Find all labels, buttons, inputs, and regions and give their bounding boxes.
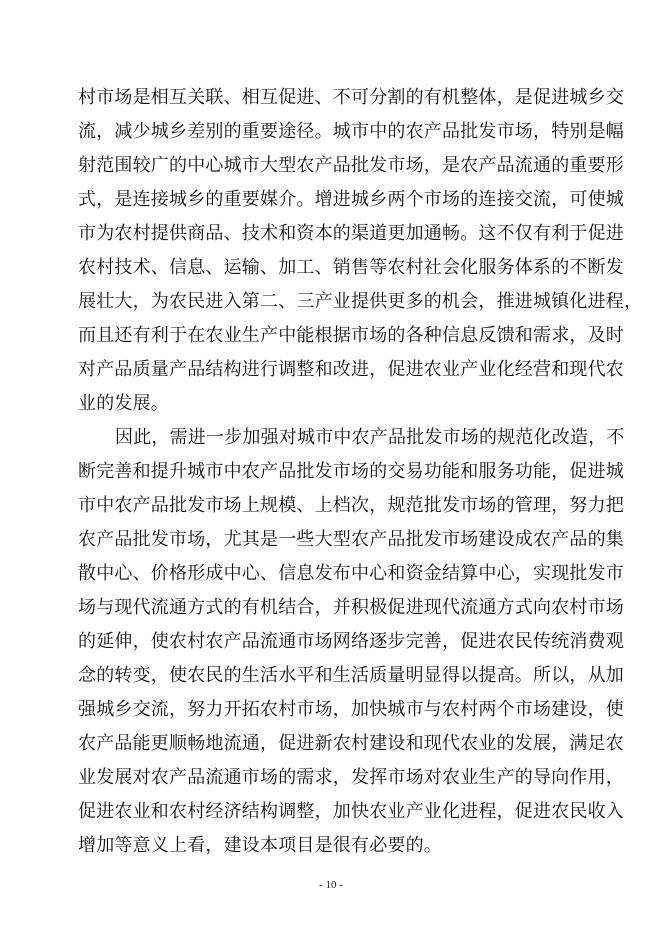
paragraph-2-line-6: 场与现代流通方式的有机结合，并积极促进现代流通方式向农村市场 xyxy=(78,597,624,618)
paragraph-1-line-4: 式，是连接城乡的重要媒介。增进城乡两个市场的连接交流，可使城 xyxy=(78,189,624,210)
paragraph-2-line-12: 促进农业和农村经济结构调整，加快农业产业化进程，促进农民收入 xyxy=(78,801,624,822)
paragraph-1-line-1: 村市场是相互关联、相互促进、不可分割的有机整体，是促进城乡交 xyxy=(78,87,624,108)
paragraph-2-line-3: 市中农产品批发市场上规模、上档次，规范批发市场的管理，努力把 xyxy=(78,495,624,516)
page-number: - 10 - xyxy=(319,879,343,891)
paragraph-2-line-4: 农产品批发市场，尤其是一些大型农产品批发市场建设成农产品的集 xyxy=(78,529,624,550)
paragraph-1-line-10: 业的发展。 xyxy=(78,393,169,414)
paragraph-2-line-5: 散中心、价格形成中心、信息发布中心和资金结算中心，实现批发市 xyxy=(78,563,624,584)
paragraph-2-line-8: 念的转变，使农民的生活水平和生活质量明显得以提高。所以，从加 xyxy=(78,665,624,686)
paragraph-2-line-1: 因此，需进一步加强对城市中农产品批发市场的规范化改造，不 xyxy=(115,427,625,448)
paragraph-1-line-9: 对产品质量产品结构进行调整和改进，促进农业产业化经营和现代农 xyxy=(78,359,624,380)
paragraph-1-line-6: 农村技术、信息、运输、加工、销售等农村社会化服务体系的不断发 xyxy=(78,257,624,278)
paragraph-2-line-13: 增加等意义上看，建设本项目是很有必要的。 xyxy=(78,835,442,856)
paragraph-2-line-11: 业发展对农产品流通市场的需求，发挥市场对农业生产的导向作用， xyxy=(78,767,624,788)
paragraph-2-line-10: 农产品能更顺畅地流通，促进新农村建设和现代农业的发展，满足农 xyxy=(78,733,624,754)
paragraph-2-line-9: 强城乡交流，努力开拓农村市场，加快城市与农村两个市场建设，使 xyxy=(78,699,624,720)
paragraph-1-line-5: 市为农村提供商品、技术和资本的渠道更加通畅。这不仅有利于促进 xyxy=(78,223,624,244)
paragraph-1-line-2: 流，减少城乡差别的重要途径。城市中的农产品批发市场，特别是幅 xyxy=(78,121,624,142)
paragraph-1-line-8: 而且还有利于在农业生产中能根据市场的各种信息反馈和需求，及时 xyxy=(78,325,624,346)
paragraph-1-line-7: 展壮大，为农民进入第二、三产业提供更多的机会，推进城镇化进程， xyxy=(78,291,643,312)
paragraph-1-line-3: 射范围较广的中心城市大型农产品批发市场，是农产品流通的重要形 xyxy=(78,155,624,176)
paragraph-2-line-2: 断完善和提升城市中农产品批发市场的交易功能和服务功能，促进城 xyxy=(78,461,624,482)
paragraph-2-line-7: 的延伸，使农村农产品流通市场网络逐步完善，促进农民传统消费观 xyxy=(78,631,624,652)
